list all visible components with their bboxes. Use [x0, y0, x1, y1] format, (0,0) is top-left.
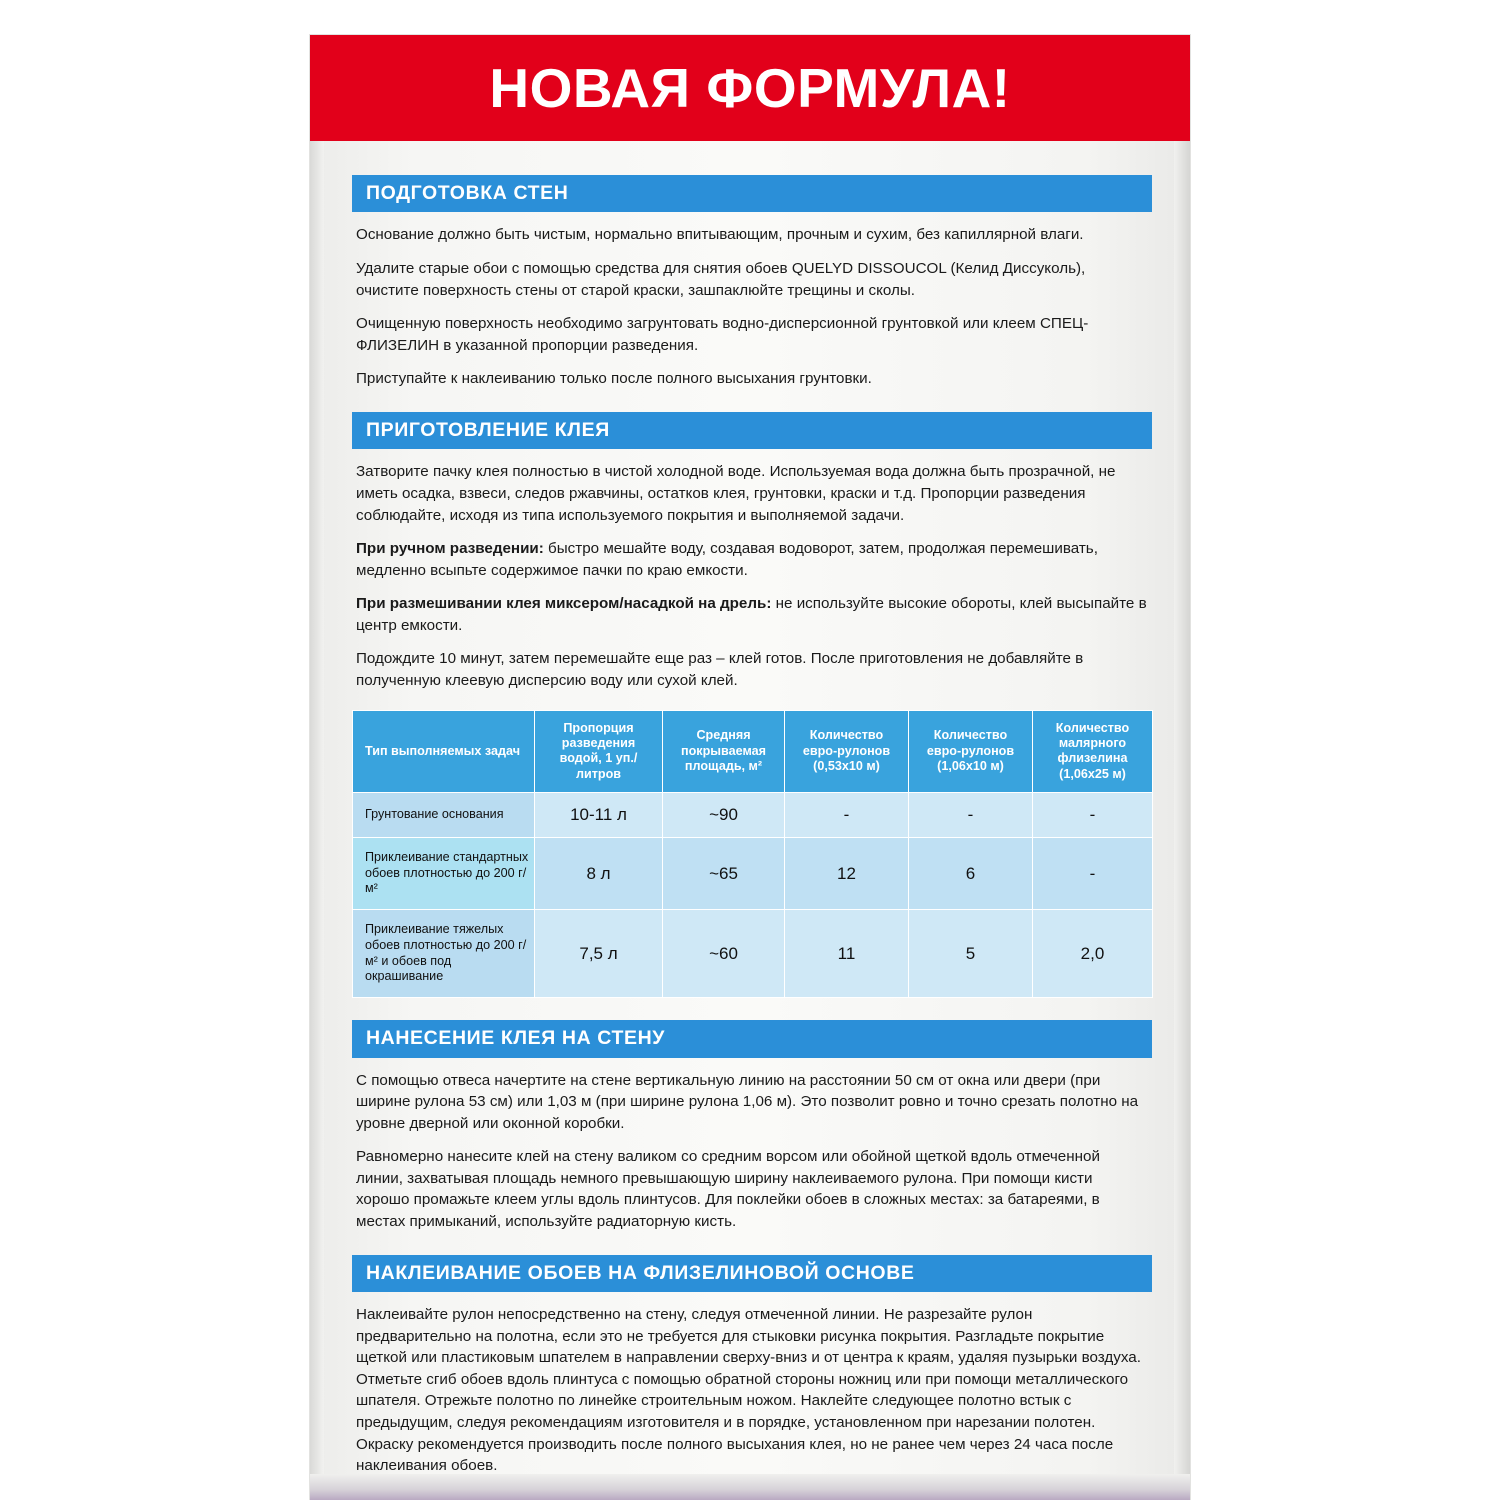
table-cell-task: Приклеивание тяжелых обоев плотностью до 200 г/м² и обоев под окрашивание: [353, 910, 535, 998]
table-cell-rolls-106: 5: [909, 910, 1033, 998]
section-heading-glue-preparation: ПРИГОТОВЛЕНИЕ КЛЕЯ: [352, 412, 1152, 449]
paragraph-glue-manual-mix: [352, 538, 1152, 581]
section-heading-wallpaper-hanging: НАКЛЕИВАНИЕ ОБОЕВ НА ФЛИЗЕЛИНОВОЙ ОСНОВЕ: [352, 1255, 1152, 1292]
table-cell-proportion: 10-11 л: [535, 792, 663, 837]
new-formula-banner-text: НОВАЯ ФОРМУЛА!: [489, 56, 1011, 119]
consumption-table: [352, 710, 1153, 999]
table-row: [353, 910, 1153, 998]
table-cell-task: Грунтование основания: [353, 792, 535, 837]
paragraph-glue-mixer: [352, 593, 1152, 636]
section-heading-wall-preparation: ПОДГОТОВКА СТЕН: [352, 175, 1152, 212]
table-cell-rolls-053: 11: [785, 910, 909, 998]
new-formula-banner: [310, 35, 1190, 141]
paragraph-wall-prep-3: Очищенную поверхность необходимо загрунтовать водно-дисперсионной грунтовкой или клеем СПЕЦ-ФЛИЗЕЛИН в указанной пропорции разведения.: [356, 315, 1089, 354]
table-cell-fliz: -: [1033, 792, 1153, 837]
table-cell-rolls-053: 12: [785, 837, 909, 909]
paragraph-wall-prep-1: Основание должно быть чистым, нормально впитывающим, прочным и сухим, без капиллярной влаги.: [356, 226, 1084, 244]
table-cell-area: ~60: [663, 910, 785, 998]
table-cell-area: ~90: [663, 792, 785, 837]
package-right-edge: [1174, 35, 1190, 1500]
table-header-task: Тип выполняемых задач: [353, 710, 535, 792]
paragraph-wallpaper-hanging-1: Наклеивайте рулон непосредственно на стену, следуя отмеченной линии. Не разрезайте рулон предварительно на полотна, если это не требуется для стыковки рисунка покрытия. Разгладьте покрытие щеткой или пластиковым шпателем в направлении сверху-вниз и от центра к краям, удаляя пузырьки воздуха. Отметьте сгиб обоев вдоль плинтуса с помощью обратной стороны ножниц или при помощи металлического шпателя. Отрежьте полотно по линейке строительным ножом. Наклейте следующее полотно встык с предыдущим, следуя рекомендациям изготовителя и в порядке, установленном при нарезании полотен. Окраску рекомендуется производить после полного высыхания клея, но не ранее чем через 24 часа после наклеивания обоев.: [356, 1306, 1141, 1475]
section-heading-glue-application: НАНЕСЕНИЕ КЛЕЯ НА СТЕНУ: [352, 1020, 1152, 1057]
paragraph-wall-prep-2: Удалите старые обои с помощью средства для снятия обоев QUELYD DISSOUCOL (Келид Диссуколь), очистите поверхность стены от старой краски, зашпаклюйте трещины и сколы.: [356, 260, 1086, 299]
label-manual-mix: При ручном разведении:: [356, 540, 544, 558]
table-cell-rolls-053: -: [785, 792, 909, 837]
instructions-content: [352, 175, 1152, 1489]
paragraph-glue-prep-2: Подождите 10 минут, затем перемешайте еще раз – клей готов. После приготовления не добавляйте в полученную клеевую дисперсию воду или сухой клей.: [356, 650, 1084, 689]
table-header-row: [353, 710, 1153, 792]
label-mixer: При размешивании клея миксером/насадкой на дрель:: [356, 595, 772, 613]
paragraph-glue-prep-1: Затворите пачку клея полностью в чистой холодной воде. Используемая вода должна быть прозрачной, не иметь осадка, взвеси, следов ржавчины, остатков клея, грунтовки, краски и т.д. Пропорции разведения соблюдайте, исходя из типа используемого покрытия и выполняемой задачи.: [356, 463, 1116, 524]
paragraph-glue-application-1: С помощью отвеса начертите на стене вертикальную линию на расстоянии 50 см от окна или двери (при ширине рулона 53 см) или 1,03 м (при ширине рулона 1,06 м). Это позволит ровно и точно срезать полотно на уровне дверной или оконной коробки.: [356, 1071, 1139, 1132]
text-mixer: не используйте высокие обороты, клей высыпайте в центр емкости.: [356, 595, 1147, 634]
table-cell-fliz: 2,0: [1033, 910, 1153, 998]
paragraph-glue-application-2: Равномерно нанесите клей на стену валиком со средним ворсом или обойной щеткой вдоль отмеченной линии, захватывая площадь немного превышающую ширину наклеиваемого рулона. При помощи кисти хорошо промажьте клеем углы вдоль плинтусов. Для поклейки обоев в сложных местах: за батареями, в местах примыканий, используйте радиаторную кисть.: [356, 1148, 1100, 1231]
package-left-edge: [310, 35, 324, 1500]
text-manual-mix: быстро мешайте воду, создавая водоворот, затем, продолжая перемешивать, медленно всыпьте содержимое пачки по краю емкости.: [356, 540, 1098, 579]
table-cell-proportion: 7,5 л: [535, 910, 663, 998]
table-cell-task: Приклеивание стандартных обоев плотностью до 200 г/м²: [353, 837, 535, 909]
table-header-rolls-106: Количество евро-рулонов (1,06х10 м): [909, 710, 1033, 792]
table-cell-rolls-106: 6: [909, 837, 1033, 909]
table-row: [353, 837, 1153, 909]
paragraph-wall-prep-4: Приступайте к наклеиванию только после полного высыхания грунтовки.: [356, 370, 872, 388]
table-cell-proportion: 8 л: [535, 837, 663, 909]
table-cell-fliz: -: [1033, 837, 1153, 909]
table-header-proportion: Пропорция разведения водой, 1 уп./литров: [535, 710, 663, 792]
table-header-rolls-053: Количество евро-рулонов (0,53х10 м): [785, 710, 909, 792]
table-row: [353, 792, 1153, 837]
table-cell-rolls-106: -: [909, 792, 1033, 837]
table-header-fliz: Количество малярного флизелина (1,06х25 м): [1033, 710, 1153, 792]
table-header-area: Средняя покрываемая площадь, м²: [663, 710, 785, 792]
table-cell-area: ~65: [663, 837, 785, 909]
package-panel: [310, 35, 1190, 1500]
